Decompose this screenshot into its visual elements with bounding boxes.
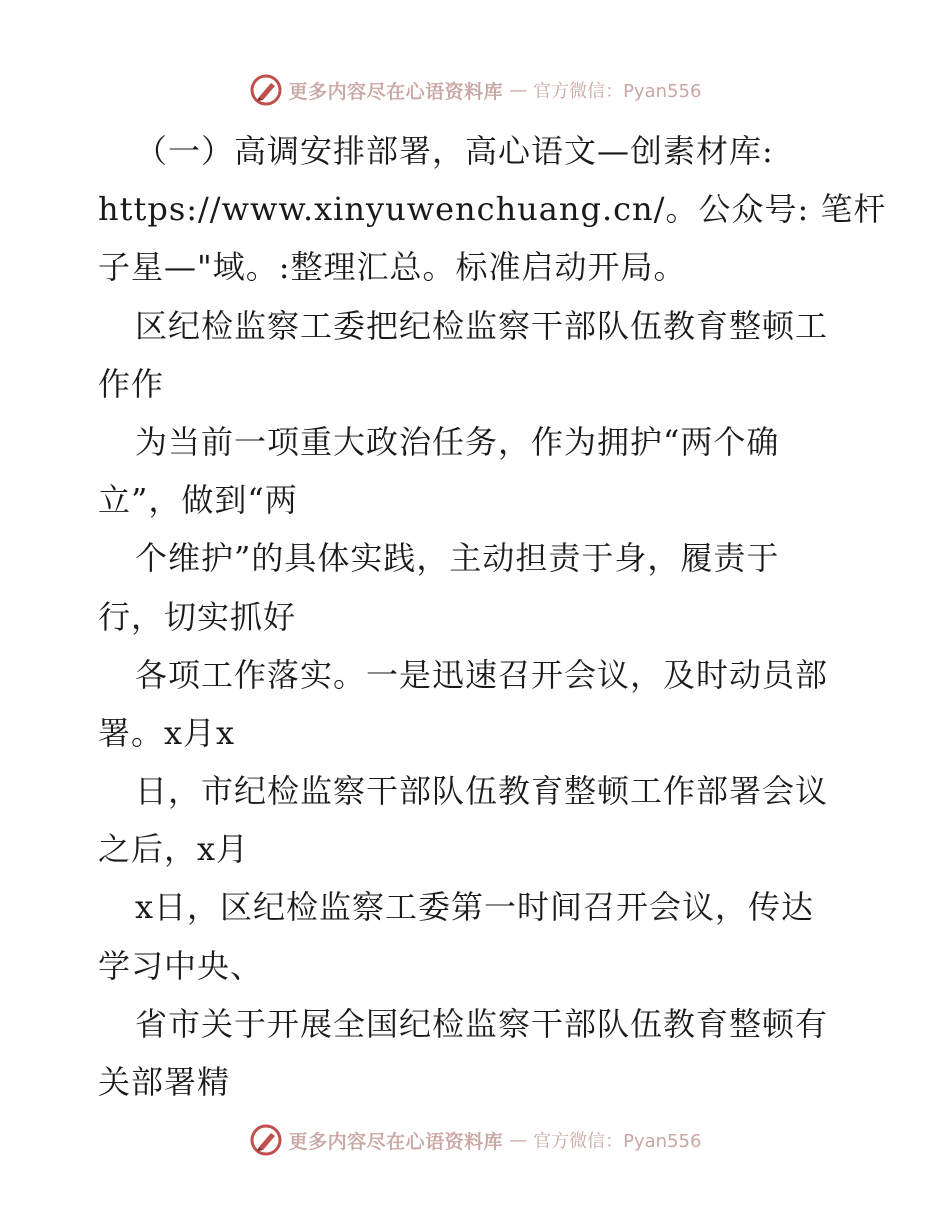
body-line: 作作: [98, 364, 165, 403]
body-line: （一）高调安排部署，高心语文—创素材库:: [135, 132, 774, 170]
body-line: 学习中央、: [98, 946, 264, 985]
body-line: 省市关于开展全国纪检监察干部队伍教育整顿有: [135, 1004, 829, 1043]
watermark-sub-text: 官方微信：Pyan556: [533, 81, 702, 102]
body-line: https://www.xinyuwenchuang.cn/。公众号: 笔杆: [98, 190, 887, 229]
watermark-dash: —: [509, 79, 528, 101]
body-line: 署。x月x: [98, 713, 236, 752]
document-body: [98, 122, 887, 1111]
body-line: 立”，做到“两: [98, 481, 298, 520]
body-line: 日，市纪检监察干部队伍教育整顿工作部署会议: [135, 772, 829, 811]
body-line: 各项工作落实。一是迅速召开会议，及时动员部: [135, 655, 829, 694]
watermark-footer: [0, 1120, 950, 1160]
watermark-header: [0, 70, 950, 110]
body-line: 为当前一项重大政治任务，作为拥护“两个确: [135, 422, 780, 461]
body-line: 区纪检监察工委把纪检监察干部队伍教育整顿工: [135, 306, 829, 345]
pen-logo-icon: [249, 73, 283, 107]
watermark-dash: —: [509, 1129, 528, 1151]
body-line: 之后，x月: [98, 830, 250, 869]
body-line: 关部署精: [98, 1063, 231, 1101]
watermark-main-text: 更多内容尽在心语资料库: [288, 80, 504, 103]
body-line: 子星—"域。:整理汇总。标准启动开局。: [98, 248, 687, 287]
watermark-sub-text: 官方微信：Pyan556: [533, 1131, 702, 1152]
body-line: 个维护”的具体实践，主动担责于身，履责于: [135, 539, 780, 578]
body-line: 行，切实抓好: [98, 597, 297, 636]
watermark-main-text: 更多内容尽在心语资料库: [288, 1130, 504, 1153]
body-line: x日，区纪检监察工委第一时间召开会议，传达: [135, 888, 815, 927]
pen-logo-icon: [249, 1123, 283, 1157]
